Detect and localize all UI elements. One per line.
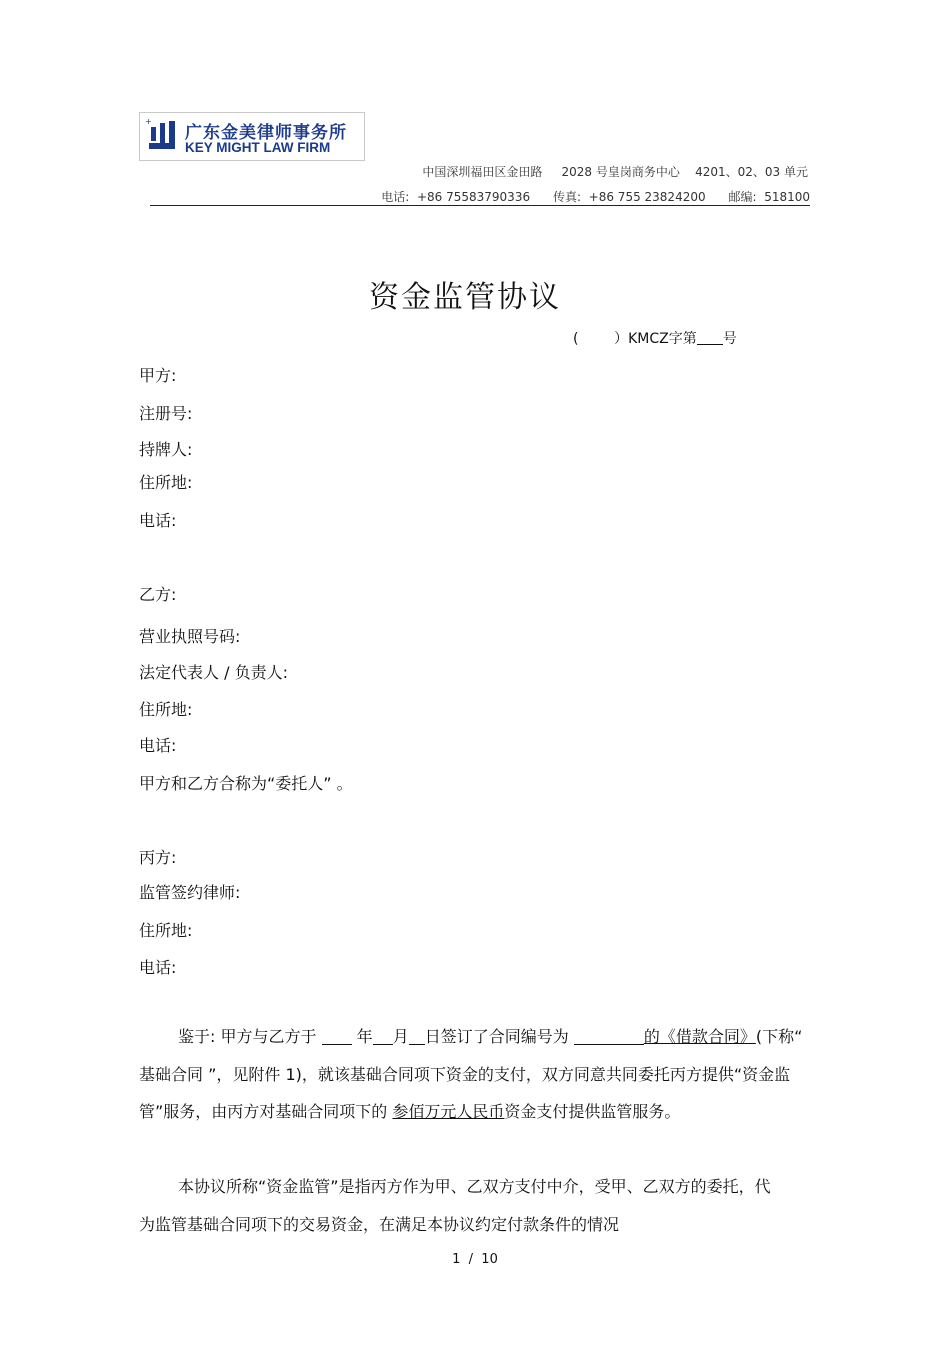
recital-body: (下称“ 基础合同 ”，见附件 1)，就该基础合同项下资金的支付，双方同意共同委托丙方提供“资金监管”服务，由丙方对基础合同项下的 bbox=[139, 1027, 803, 1121]
month-blank bbox=[373, 1028, 393, 1045]
party-a-label: 甲方: bbox=[139, 366, 177, 385]
postcode: 518100 bbox=[764, 190, 810, 204]
firm-name-en: KEY MIGHT LAW FIRM bbox=[185, 140, 331, 155]
party-a-address: 住所地: bbox=[139, 473, 193, 492]
loan-contract-name: 的《借款合同》 bbox=[643, 1027, 756, 1046]
phone-label: 电话: bbox=[381, 190, 410, 204]
party-a-registration: 注册号: bbox=[139, 404, 193, 423]
firm-address: 中国深圳福田区金田路 2028 号皇岗商务中心 4201、02、03 单元 bbox=[422, 165, 808, 179]
party-b-business-license: 营业执照号码: bbox=[139, 627, 241, 646]
principals-note: 甲方和乙方合称为“委托人” 。 bbox=[139, 774, 353, 793]
party-c-label: 丙方: bbox=[139, 848, 177, 867]
document-number-prefix: ( ）KMCZ字第 bbox=[573, 331, 697, 347]
contract-number-blank bbox=[574, 1028, 644, 1045]
definition-paragraph: 本协议所称“资金监管”是指丙方作为甲、乙双方支付中介，受甲、乙双方的委托，代为监管基础合同项下的交易资金，在满足本协议约定付款条件的情况 bbox=[139, 1177, 771, 1234]
postcode-label: 邮编: bbox=[728, 190, 757, 204]
svg-text:+: + bbox=[145, 117, 152, 126]
party-c-lawyer: 监管签约律师: bbox=[139, 883, 241, 902]
party-c-address: 住所地: bbox=[139, 921, 193, 940]
fax-number: +86 755 23824200 bbox=[588, 190, 706, 204]
party-b-address: 住所地: bbox=[139, 700, 193, 719]
party-c-phone: 电话: bbox=[139, 958, 177, 977]
party-a-license-holder: 持牌人: bbox=[139, 440, 193, 459]
phone-number: +86 75583790336 bbox=[416, 190, 531, 204]
party-b-legal-rep: 法定代表人 / 负责人: bbox=[139, 663, 288, 682]
document-number-suffix: 号 bbox=[722, 331, 737, 347]
year-blank bbox=[322, 1028, 352, 1045]
party-b-label: 乙方: bbox=[139, 585, 177, 604]
contract-number-label: 日签订了合同编号为 bbox=[424, 1027, 569, 1046]
party-a-phone: 电话: bbox=[139, 511, 177, 530]
header-divider bbox=[150, 205, 810, 206]
firm-name-cn: 广东金美律师事务所 bbox=[185, 123, 347, 143]
party-b-phone: 电话: bbox=[139, 736, 177, 755]
fax-label: 传真: bbox=[552, 190, 582, 204]
year-label: 年 bbox=[356, 1027, 373, 1046]
recital-intro: 鉴于: 甲方与乙方于 bbox=[178, 1027, 317, 1046]
document-title: 资金监管协议 bbox=[369, 280, 561, 315]
supervised-amount: 参佰万元人民币 bbox=[392, 1102, 505, 1121]
recital-end: 资金支付提供监管服务。 bbox=[504, 1102, 681, 1121]
firm-logo bbox=[139, 112, 365, 161]
document-number-blank bbox=[697, 330, 723, 345]
day-blank bbox=[409, 1028, 425, 1045]
firm-logo-icon bbox=[144, 117, 182, 155]
page-number: 1 / 10 bbox=[452, 1252, 498, 1267]
firm-contact-line bbox=[381, 188, 810, 205]
document-number bbox=[573, 328, 737, 348]
recital-paragraph bbox=[139, 1018, 811, 1131]
month-label: 月 bbox=[392, 1027, 409, 1046]
